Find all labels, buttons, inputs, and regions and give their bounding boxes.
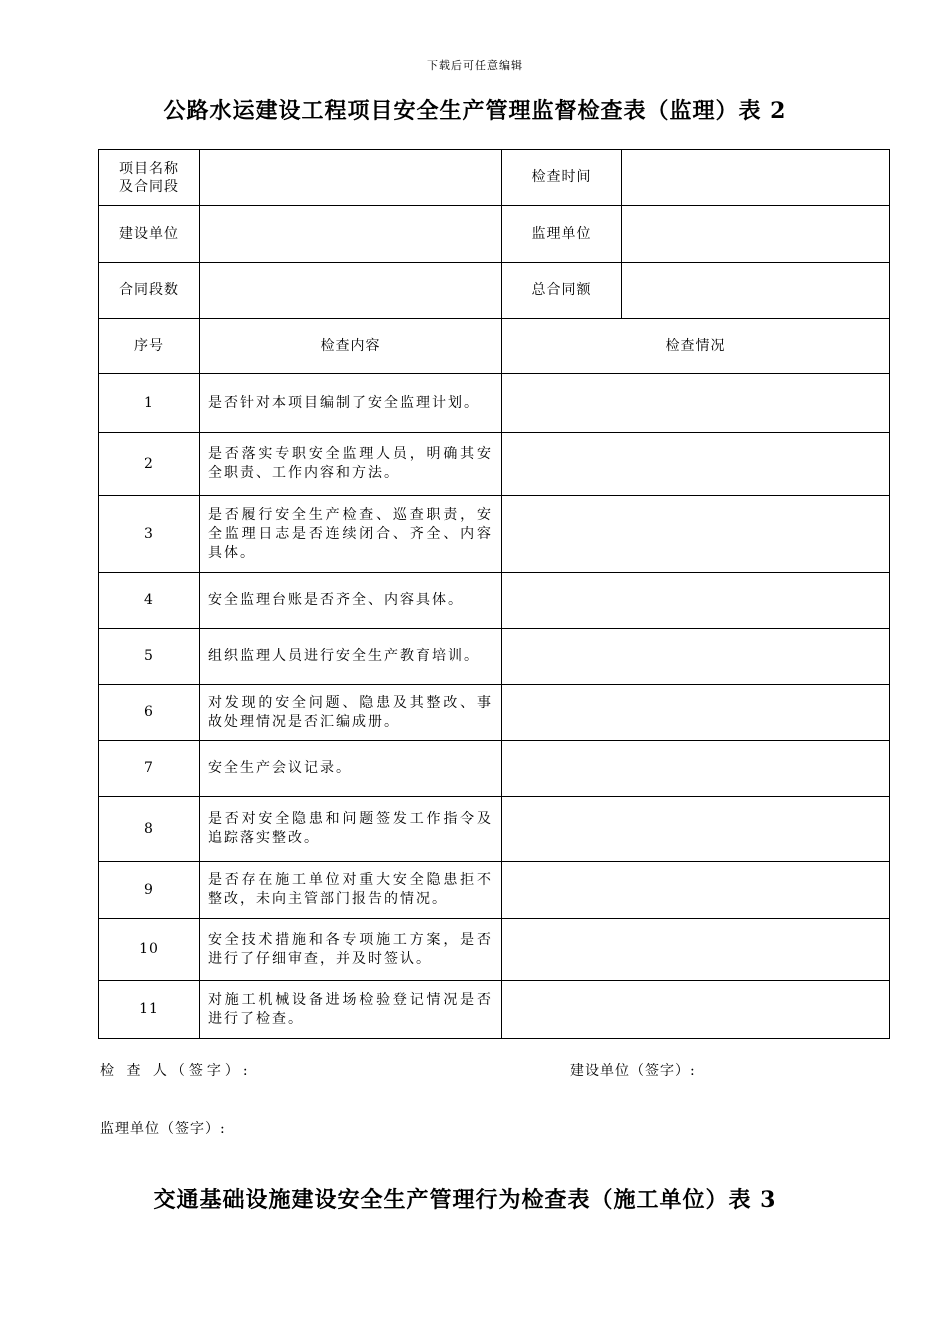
total-contract-label: 总合同额 <box>502 263 622 319</box>
table-row <box>99 433 890 496</box>
project-name-value[interactable] <box>200 150 502 206</box>
item-number: 5 <box>99 629 200 685</box>
table-row <box>99 374 890 433</box>
supervision-unit-label: 监理单位 <box>502 206 622 263</box>
next-section-title: 交通基础设施建设安全生产管理行为检查表（施工单位）表 3 <box>153 1187 777 1213</box>
item-content: 是否落实专职安全监理人员，明确其安全职责、工作内容和方法。 <box>200 433 502 496</box>
item-number: 3 <box>99 496 200 573</box>
item-number: 1 <box>99 374 200 433</box>
table-row <box>99 741 890 797</box>
table-row <box>99 862 890 919</box>
item-number: 8 <box>99 797 200 862</box>
item-result[interactable] <box>502 374 890 433</box>
item-content: 是否存在施工单位对重大安全隐患拒不整改，未向主管部门报告的情况。 <box>200 862 502 919</box>
construction-unit-label: 建设单位 <box>99 206 200 263</box>
table-row <box>99 573 890 629</box>
table-row <box>99 685 890 741</box>
inspection-time-label: 检查时间 <box>502 150 622 206</box>
item-number: 2 <box>99 433 200 496</box>
item-content: 对施工机械设备进场检验登记情况是否进行了检查。 <box>200 981 502 1039</box>
item-result[interactable] <box>502 981 890 1039</box>
item-result[interactable] <box>502 862 890 919</box>
item-content: 对发现的安全问题、隐患及其整改、事故处理情况是否汇编成册。 <box>200 685 502 741</box>
table-row <box>99 629 890 685</box>
inspection-table <box>98 149 890 1039</box>
contract-count-value[interactable] <box>200 263 502 319</box>
item-number: 11 <box>99 981 200 1039</box>
inspection-time-value[interactable] <box>622 150 890 206</box>
total-contract-value[interactable] <box>622 263 890 319</box>
item-result[interactable] <box>502 573 890 629</box>
inspector-signature-label: 检 查 人（签字）: <box>100 1063 252 1079</box>
table-row <box>99 496 890 573</box>
column-header-result: 检查情况 <box>502 319 890 374</box>
item-number: 10 <box>99 919 200 981</box>
item-content: 安全监理台账是否齐全、内容具体。 <box>200 573 502 629</box>
item-content: 是否针对本项目编制了安全监理计划。 <box>200 374 502 433</box>
table-row <box>99 981 890 1039</box>
item-result[interactable] <box>502 685 890 741</box>
supervision-unit-value[interactable] <box>622 206 890 263</box>
item-content: 是否对安全隐患和问题签发工作指令及追踪落实整改。 <box>200 797 502 862</box>
item-content: 组织监理人员进行安全生产教育培训。 <box>200 629 502 685</box>
item-result[interactable] <box>502 629 890 685</box>
item-result[interactable] <box>502 797 890 862</box>
project-name-label: 项目名称 及合同段 <box>99 150 200 206</box>
info-row-units <box>99 206 890 263</box>
page-title: 公路水运建设工程项目安全生产管理监督检查表（监理）表 2 <box>163 98 787 124</box>
construction-unit-signature-label: 建设单位（签字）: <box>570 1063 696 1079</box>
table-header-row <box>99 319 890 374</box>
header-note: 下载后可任意编辑 <box>427 59 523 72</box>
item-content: 是否履行安全生产检查、巡查职责，安全监理日志是否连续闭合、齐全、内容具体。 <box>200 496 502 573</box>
item-number: 6 <box>99 685 200 741</box>
column-header-content: 检查内容 <box>200 319 502 374</box>
info-row-project <box>99 150 890 206</box>
item-content: 安全生产会议记录。 <box>200 741 502 797</box>
item-content: 安全技术措施和各专项施工方案，是否进行了仔细审查，并及时签认。 <box>200 919 502 981</box>
table-row <box>99 797 890 862</box>
item-number: 7 <box>99 741 200 797</box>
item-number: 4 <box>99 573 200 629</box>
table-row <box>99 919 890 981</box>
supervision-unit-signature-label: 监理单位（签字）: <box>100 1121 226 1137</box>
info-row-contract <box>99 263 890 319</box>
item-result[interactable] <box>502 433 890 496</box>
construction-unit-value[interactable] <box>200 206 502 263</box>
item-result[interactable] <box>502 496 890 573</box>
contract-count-label: 合同段数 <box>99 263 200 319</box>
item-number: 9 <box>99 862 200 919</box>
item-result[interactable] <box>502 741 890 797</box>
column-header-index: 序号 <box>99 319 200 374</box>
item-result[interactable] <box>502 919 890 981</box>
